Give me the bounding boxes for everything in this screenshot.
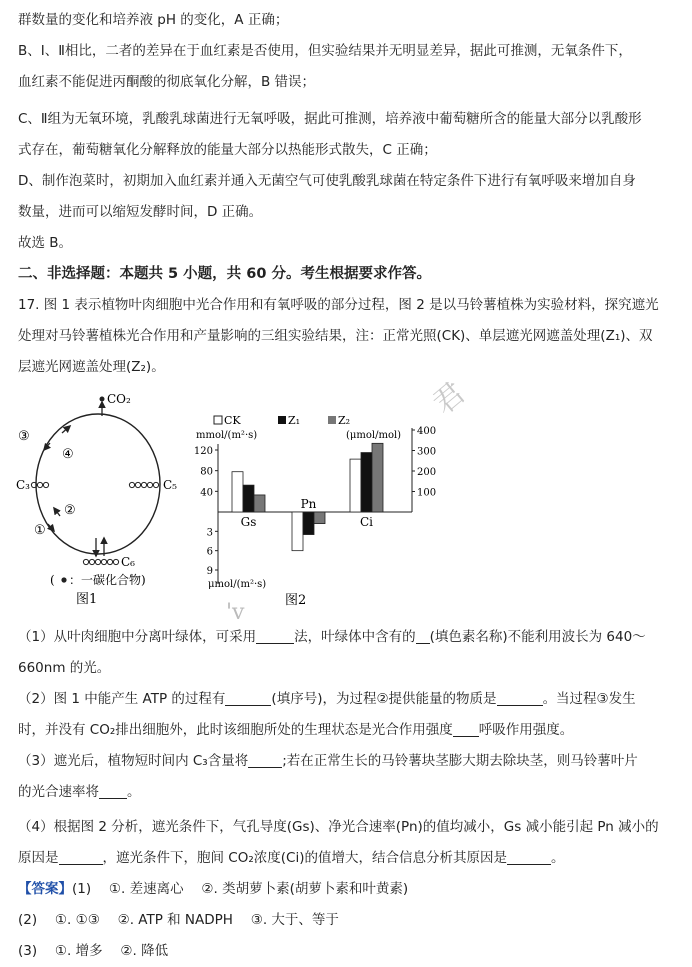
answer-line-1: [18, 880, 408, 898]
bar-ci-Z₁: [361, 453, 372, 512]
answer-blank[interactable]: [453, 722, 479, 737]
ci-tick-label: 200: [417, 467, 437, 478]
process-1-label: ①: [34, 523, 46, 538]
gs-tick-label: 40: [200, 487, 213, 499]
q-text: ;若在正常生长的马铃薯块茎膨大期去除块茎，则马铃薯叶片: [282, 753, 638, 769]
c6-label: C₆: [121, 555, 135, 569]
process-4-label: ④: [62, 447, 74, 462]
text-line: 式存在，葡萄糖氧化分解释放的能量大部分以热能形式散失，C 正确；: [18, 142, 437, 158]
figure-1: [10, 388, 210, 613]
watermark: 'v: [226, 600, 245, 625]
gs-tick-label: 120: [193, 446, 213, 457]
question-17-stem: 处理对马铃薯植株光合作用和产量影响的三组实验结果，注：正常光照(CK)、单层遮光网遮盖处理(Z₁)、双: [18, 328, 653, 344]
bottom-unit: μmol/(m²·s): [208, 579, 267, 590]
question-4: （4）根据图 2 分析，遮光条件下，气孔导度(Gs)、净光合速率(Pn)的值均减小，Gs 减小能引起 Pn 减小的: [18, 819, 659, 835]
bar-gs-CK: [232, 472, 243, 512]
watermark: 君: [426, 375, 472, 422]
question-17-stem: 17. 图 1 表示植物叶肉细胞中光合作用和有氧呼吸的部分过程，图 2 是以马铃薯植株为实验材料，探究遮光: [18, 297, 659, 313]
question-2: [18, 690, 636, 708]
bar-gs-Z₁: [243, 485, 254, 512]
pn-tick-label: 6: [206, 546, 213, 558]
figure-1-caption: 图1: [76, 592, 98, 607]
ci-tick-label: 100: [417, 487, 437, 499]
text-line: 故选 B。: [18, 235, 73, 251]
c6-molecule: [83, 559, 118, 564]
question-2-cont: [18, 721, 573, 739]
q-text: （2）图 1 中能产生 ATP 的过程有: [18, 691, 226, 707]
process-3-label: ③: [18, 429, 30, 444]
bar-ci-CK: [350, 459, 361, 512]
legend-dot: [61, 577, 66, 582]
legend-label: Z₂: [338, 414, 351, 427]
answer-blank[interactable]: [248, 753, 282, 768]
figure-2-chart: [188, 408, 448, 610]
legend-label: Z₁: [288, 414, 301, 427]
answer-tag: 【答案】: [18, 881, 72, 897]
pn-tick-label: 3: [206, 527, 213, 539]
bar-ci-Z₂: [372, 443, 383, 512]
category-label: Pn: [300, 497, 317, 511]
carbon-dot: [100, 397, 105, 402]
q-text: 。: [550, 850, 565, 866]
legend-swatch-z2: [328, 416, 336, 424]
bar-pn-CK: [292, 512, 303, 551]
answer-blank[interactable]: [256, 629, 294, 644]
c3-label: C₃: [16, 478, 30, 492]
question-17-stem: 层遮光网遮盖处理(Z₂)。: [18, 359, 165, 375]
answer-blank[interactable]: [99, 784, 127, 799]
left-unit: mmol/(m²·s): [196, 430, 258, 441]
text-line: 群数量的变化和培养液 pH 的变化，A 正确；: [18, 12, 289, 28]
c5-molecule: [129, 482, 158, 487]
answer-blank[interactable]: [416, 629, 430, 644]
text-line: D、制作泡菜时，初期加入血红素并通入无菌空气可使乳酸乳球菌在特定条件下进行有氧呼吸来增加自身: [18, 173, 636, 189]
question-1-cont: 660nm 的光。: [18, 660, 111, 676]
q-text: ，遮光条件下，胞间 CO₂浓度(Ci)的值增大，结合信息分析其原因是: [102, 850, 507, 866]
text-line: 血红素不能促进丙酮酸的彻底氧化分解，B 错误；: [18, 74, 316, 90]
q-text: 原因是: [18, 850, 59, 866]
text-line: 数量，进而可以缩短发酵时间，D 正确。: [18, 204, 263, 220]
legend-open: (: [50, 573, 55, 587]
question-3-cont: [18, 783, 141, 801]
text-line: C、Ⅱ组为无氧环境，乳酸乳球菌进行无氧呼吸，据此可推测，培养液中葡萄糖所含的能量大部分以乳酸形: [18, 111, 642, 127]
q-text: （3）遮光后，植物短时间内 C₃含量将: [18, 753, 249, 769]
answer-line-3: (3) ①. 增多 ②. 降低: [18, 943, 169, 959]
process-2-label: ②: [64, 503, 76, 518]
answer-blank[interactable]: [59, 850, 103, 865]
question-1: [18, 628, 646, 646]
category-label: Ci: [359, 515, 374, 529]
q-text: (填色素名称)不能利用波长为 640～: [429, 629, 646, 645]
answer-blank[interactable]: [507, 850, 551, 865]
c5-label: C₅: [163, 478, 177, 492]
c3-molecule: [31, 482, 48, 487]
category-label: Gs: [240, 515, 257, 529]
answer-line-2: (2) ①. ①③ ②. ATP 和 NADPH ③. 大于、等于: [18, 912, 339, 928]
legend-text: ：一碳化合物): [69, 573, 146, 587]
right-unit: (μmol/mol): [346, 430, 402, 441]
legend-swatch-z1: [278, 416, 286, 424]
pn-tick-label: 9: [206, 566, 213, 577]
q-text: （1）从叶肉细胞中分离叶绿体，可采用: [18, 629, 257, 645]
bar-pn-Z₁: [303, 512, 314, 535]
ci-tick-label: 300: [417, 446, 437, 458]
gs-tick-label: 80: [200, 466, 213, 478]
section-heading: 二、非选择题：本题共 5 小题，共 60 分。考生根据要求作答。: [18, 266, 431, 282]
q-text: 时，并没有 CO₂排出细胞外，此时该细胞所处的生理状态是光合作用强度: [18, 722, 453, 738]
answer-blank[interactable]: [225, 691, 271, 706]
legend-label: CK: [224, 414, 241, 427]
q-text: 。: [127, 784, 141, 800]
legend-swatch-ck: [214, 416, 222, 424]
bar-gs-Z₂: [254, 495, 265, 512]
question-4-cont: [18, 849, 564, 867]
ci-tick-label: 400: [417, 426, 437, 437]
q-text: 的光合速率将: [18, 784, 99, 800]
answer-text: (1) ①. 差速离心 ②. 类胡萝卜素(胡萝卜素和叶黄素): [72, 881, 409, 897]
text-line: B、Ⅰ、Ⅱ相比，二者的差异在于血红素是否使用，但实验结果并无明显差异，据此可推测，无氧条件下，: [18, 43, 632, 59]
co2-label: CO₂: [107, 392, 131, 406]
figure-2-caption: 图2: [285, 593, 307, 608]
q-text: 呼吸作用强度。: [478, 722, 574, 738]
bar-pn-Z₂: [314, 512, 325, 524]
q-text: (填序号)，为过程②提供能量的物质是: [271, 691, 497, 707]
answer-blank[interactable]: [497, 691, 543, 706]
q-text: 法，叶绿体中含有的: [294, 629, 416, 645]
question-3: [18, 752, 638, 770]
q-text: 。当过程③发生: [542, 691, 636, 707]
